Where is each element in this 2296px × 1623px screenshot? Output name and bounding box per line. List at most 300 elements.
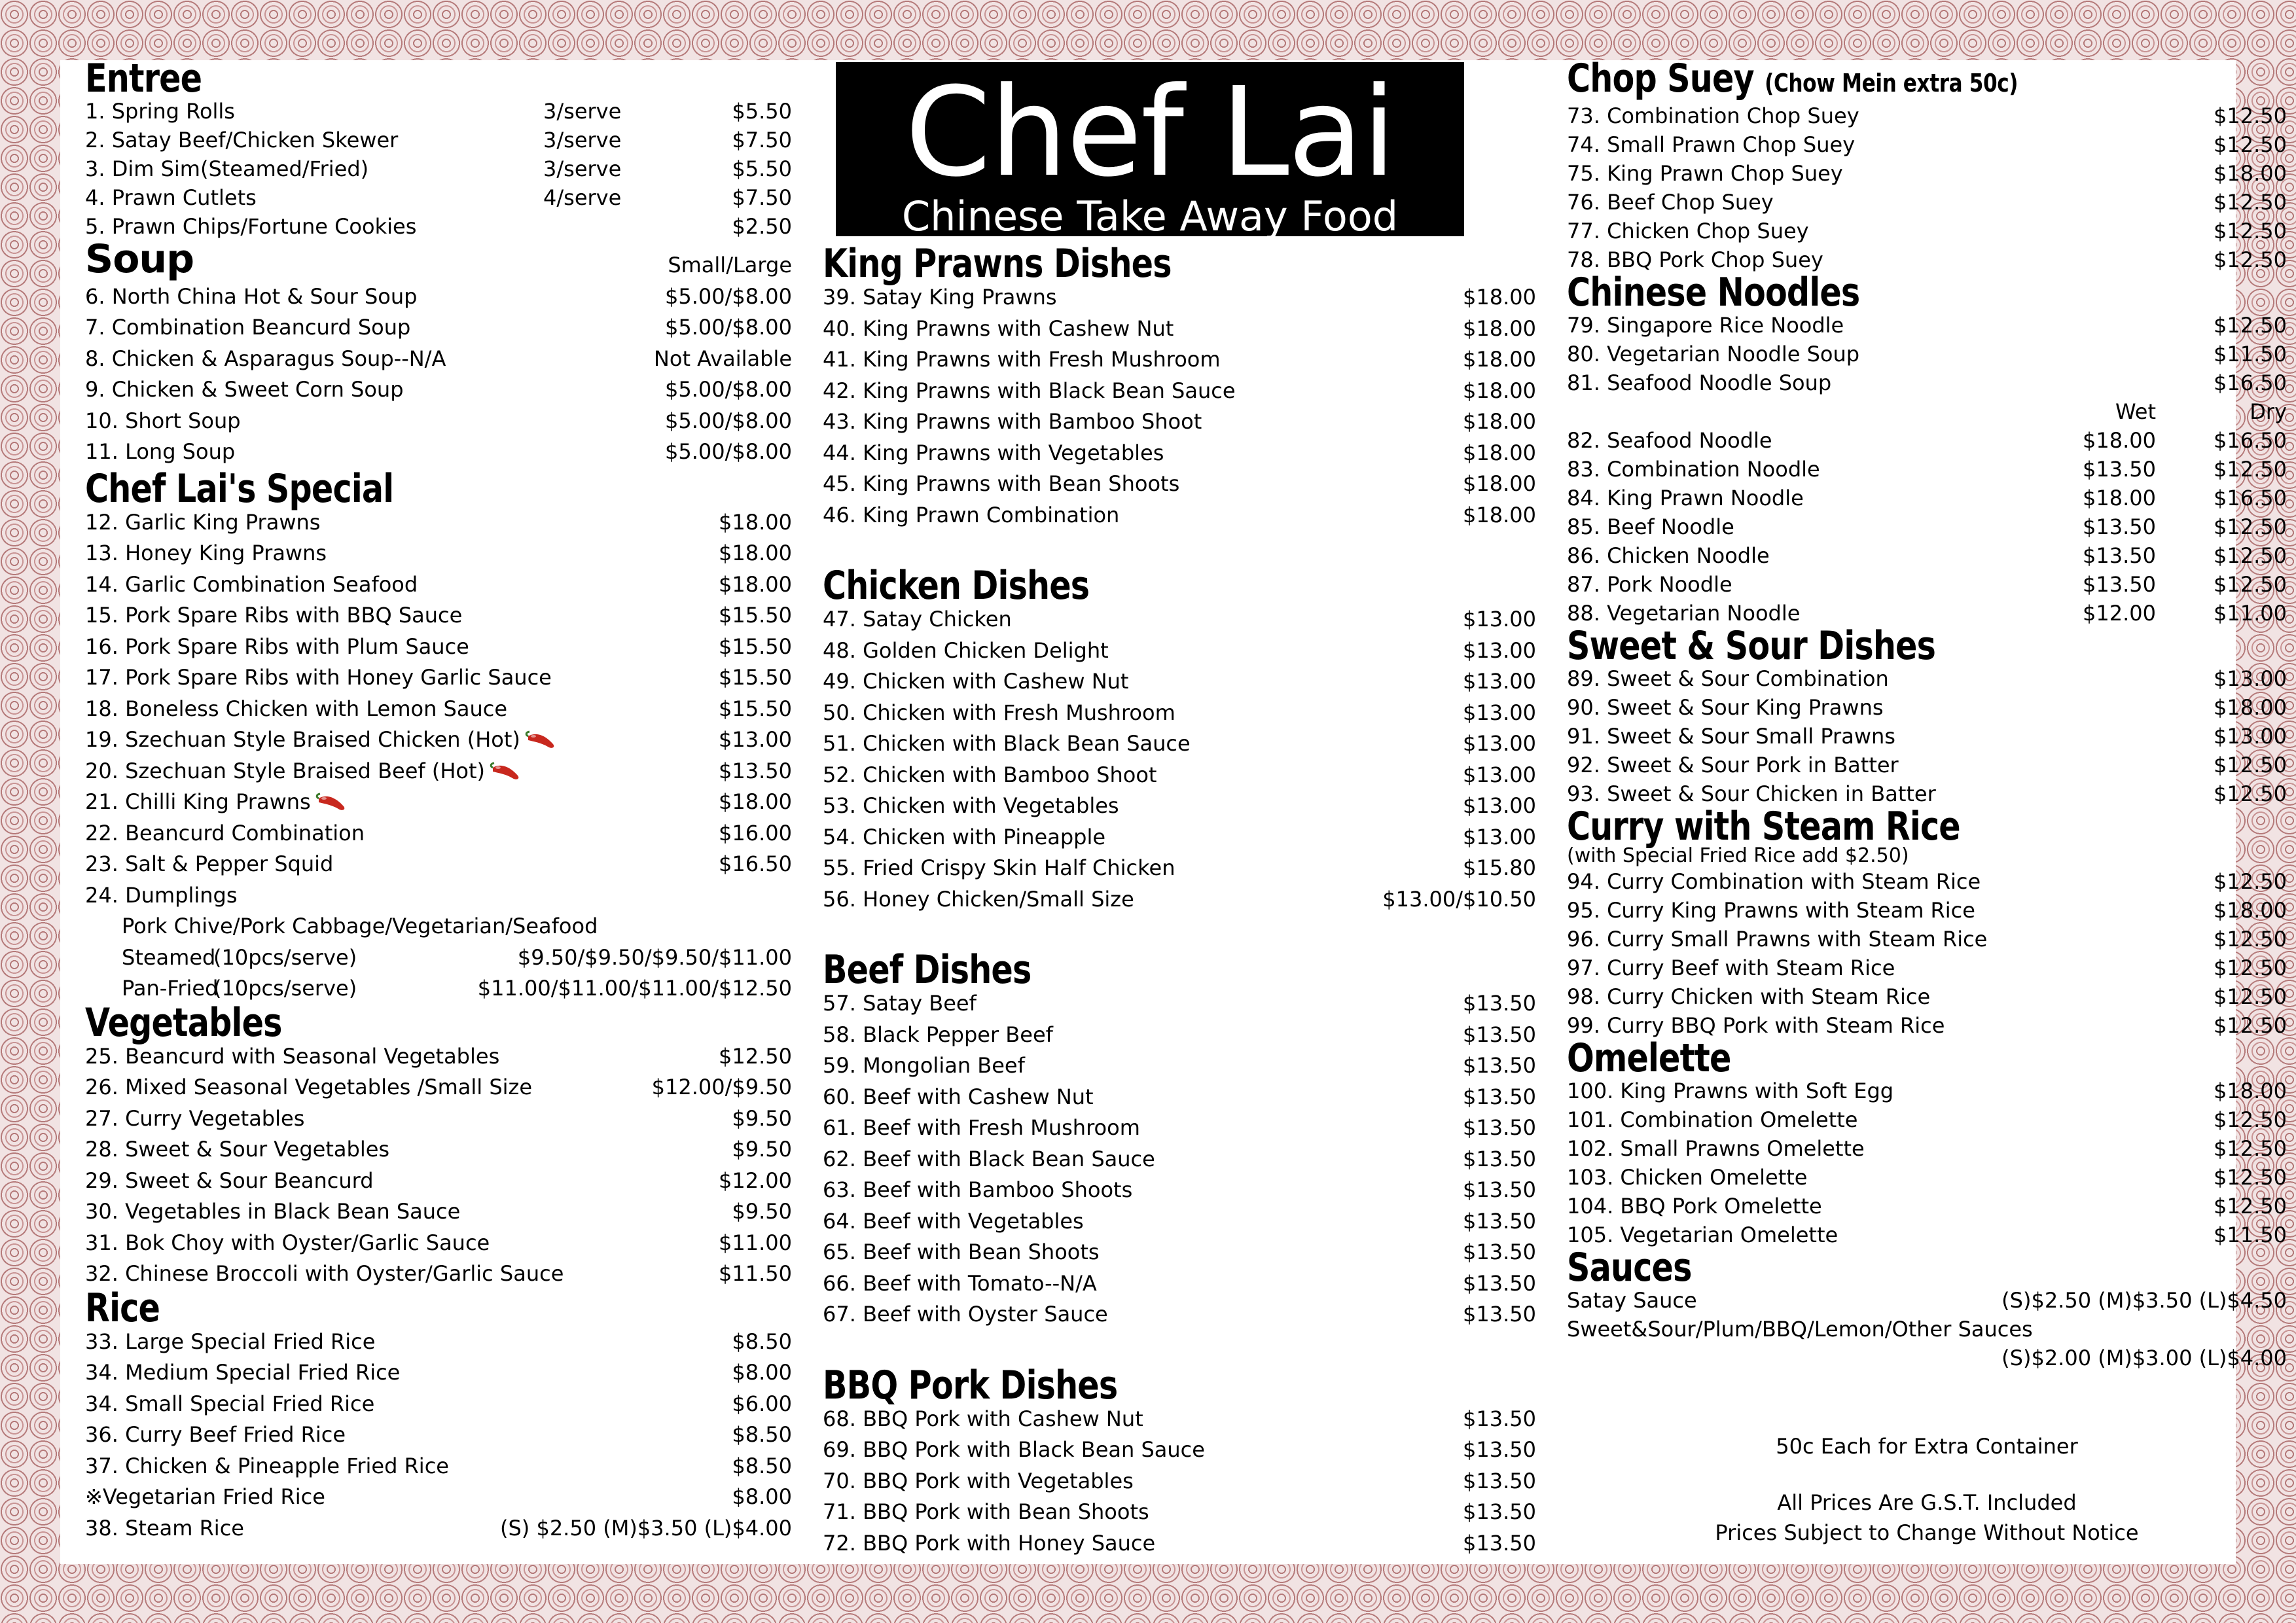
item-name: 53. Chicken with Vegetables (823, 793, 1119, 818)
menu-item (823, 853, 1536, 884)
menu-item (85, 507, 792, 539)
menu-item (823, 1206, 1536, 1238)
item-price: $13.50 (1463, 1530, 1536, 1556)
menu-item (85, 1482, 792, 1513)
item-price: $12.50 (2214, 219, 2287, 243)
item-name: 18. Boneless Chicken with Lemon Sauce (85, 696, 507, 721)
item-price: $13.50 (1463, 1437, 1536, 1462)
chop-suey-heading: Chop Suey (Chow Mein extra 50c) (1567, 56, 2018, 101)
item-name: 100. King Prawns with Soft Egg (1567, 1079, 1894, 1103)
item-name: 95. Curry King Prawns with Steam Rice (1567, 898, 1975, 923)
item-name: 1. Spring Rolls (85, 99, 235, 124)
menu-item (1567, 1163, 2287, 1192)
menu-item (823, 728, 1536, 760)
item-price: $13.50 (1463, 1084, 1536, 1109)
brand-tagline: Chinese Take Away Food (901, 192, 1399, 240)
menu-item (85, 1041, 792, 1073)
vegetables-list (85, 1041, 792, 1290)
item-price: $15.50 (719, 696, 792, 721)
item-name: 73. Combination Chop Suey (1567, 103, 1859, 128)
item-name: 66. Beef with Tomato--N/A (823, 1270, 1097, 1296)
item-name: 14. Garlic Combination Seafood (85, 571, 418, 597)
chop-suey-note: (Chow Mein extra 50c) (1765, 69, 2018, 98)
item-price: (S)$2.50 (M)$3.50 (L)$4.50 (2001, 1288, 2287, 1313)
item-price: $13.00 (1463, 669, 1536, 694)
item-price: $12.50 (2214, 781, 2287, 806)
item-name: 97. Curry Beef with Steam Rice (1567, 955, 1895, 980)
item-qty: 3/serve (543, 156, 622, 181)
menu-item (823, 282, 1536, 313)
item-price: $8.00 (732, 1484, 792, 1509)
item-name: 10. Short Soup (85, 408, 241, 433)
item-price: $13.00/$10.50 (1382, 886, 1536, 912)
omelette-list (1567, 1077, 2287, 1249)
menu-item (85, 1228, 792, 1259)
item-name: 50. Chicken with Fresh Mushroom (823, 700, 1175, 725)
item-price: $8.50 (732, 1329, 792, 1354)
dumpling-types: Pork Chive/Pork Cabbage/Vegetarian/Seafood (122, 914, 598, 938)
special-heading: Chef Lai's Special (85, 465, 394, 512)
menu-item (1567, 896, 2287, 925)
menu-item (823, 1299, 1536, 1330)
curry-note: (with Special Fried Rice add $2.50) (1567, 844, 1909, 867)
item-name: 45. King Prawns with Bean Shoots (823, 471, 1180, 496)
item-dry-price: $12.50 (2214, 514, 2287, 539)
item-name: 20. Szechuan Style Braised Beef (Hot) (85, 756, 719, 787)
soup-list (85, 281, 792, 468)
item-price: $13.50 (1463, 1146, 1536, 1171)
item-price: Not Available (653, 346, 792, 371)
menu-panel (60, 56, 2287, 1564)
item-name: 13. Honey King Prawns (85, 541, 327, 565)
menu-item (823, 1050, 1536, 1082)
item-price: $12.50 (2214, 190, 2287, 215)
item-name: 104. BBQ Pork Omelette (1567, 1194, 1822, 1219)
special-list (85, 507, 792, 912)
item-price: $18.00 (1463, 502, 1536, 527)
entree-list (85, 97, 792, 241)
item-name: 75. King Prawn Chop Suey (1567, 161, 1843, 186)
item-name: 5. Prawn Chips/Fortune Cookies (85, 214, 417, 239)
item-name: 17. Pork Spare Ribs with Honey Garlic Sauce (85, 665, 552, 690)
change-note: Prices Subject to Change Without Notice (1715, 1520, 2139, 1545)
item-price: $13.50 (1463, 1208, 1536, 1234)
item-name: 94. Curry Combination with Steam Rice (1567, 869, 1981, 894)
item-dry-price: $16.50 (2214, 428, 2287, 453)
menu-item (85, 1389, 792, 1420)
rice-heading: Rice (85, 1285, 160, 1331)
menu-item (1567, 867, 2287, 896)
item-name: ※Vegetarian Fried Rice (85, 1484, 325, 1509)
item-price: $9.50 (732, 1199, 792, 1224)
item-price: $18.00 (719, 571, 792, 597)
item-dry-price: $11.00 (2214, 601, 2287, 626)
menu-item (1567, 512, 2287, 541)
menu-item (85, 374, 792, 406)
item-price: $13.50 (1463, 1115, 1536, 1140)
menu-item (85, 756, 792, 787)
item-price: $16.00 (719, 820, 792, 846)
item-price: $16.50 (2214, 370, 2287, 395)
item-wet-price: $13.50 (2083, 457, 2156, 482)
item-price: $18.00 (2214, 898, 2287, 923)
menu-item (1567, 1105, 2287, 1134)
item-price: $13.50 (1463, 1022, 1536, 1047)
item-name: 40. King Prawns with Cashew Nut (823, 315, 1174, 341)
item-name: 6. North China Hot & Sour Soup (85, 283, 418, 309)
menu-item (85, 632, 792, 663)
menu-item (1567, 159, 2287, 188)
menu-item (823, 1435, 1536, 1466)
menu-item (85, 312, 792, 344)
item-wet-price: $18.00 (2083, 428, 2156, 453)
menu-item (823, 1113, 1536, 1144)
menu-item (85, 1451, 792, 1482)
item-name: 47. Satay Chicken (823, 607, 1012, 632)
item-name: 93. Sweet & Sour Chicken in Batter (1567, 781, 1936, 806)
item-price: $15.80 (1463, 855, 1536, 880)
chili-icon (315, 792, 351, 814)
menu-item (85, 787, 792, 818)
item-name: 2. Satay Beef/Chicken Skewer (85, 128, 399, 152)
menu-item (85, 849, 792, 880)
item-name: 91. Sweet & Sour Small Prawns (1567, 724, 1895, 749)
item-price: $18.00 (1463, 315, 1536, 341)
item-name: 8. Chicken & Asparagus Soup--N/A (85, 346, 446, 371)
item-price: $18.00 (2214, 1079, 2287, 1103)
menu-item (823, 604, 1536, 635)
item-price: $5.00/$8.00 (665, 377, 792, 402)
item-name: 19. Szechuan Style Braised Chicken (Hot) (85, 724, 719, 756)
right-column (1567, 56, 2287, 1548)
item-price: $16.50 (719, 851, 792, 876)
menu-item (1567, 455, 2287, 484)
item-price: $5.00/$8.00 (665, 408, 792, 433)
item-name: 87. Pork Noodle (1567, 572, 1732, 597)
item-name: 12. Garlic King Prawns (85, 509, 321, 535)
item-name: 83. Combination Noodle (1567, 457, 1820, 482)
king-prawns-heading: King Prawns Dishes (823, 241, 1172, 287)
item-name: 77. Chicken Chop Suey (1567, 219, 1809, 243)
sauces-list (1567, 1286, 2287, 1372)
item-price: $18.00 (1463, 471, 1536, 496)
item-name: 105. Vegetarian Omelette (1567, 1222, 1839, 1247)
dumpling-block (85, 911, 792, 1005)
item-price: $13.00 (1463, 700, 1536, 725)
menu-item (823, 822, 1536, 853)
menu-item (823, 1268, 1536, 1300)
item-wet-price: $13.50 (2083, 543, 2156, 568)
menu-item (85, 569, 792, 601)
item-price: $13.50 (1463, 1499, 1536, 1524)
item-price: $2.50 (732, 214, 792, 239)
menu-item (1567, 1315, 2287, 1344)
item-price: $18.00 (2214, 161, 2287, 186)
item-name: 30. Vegetables in Black Bean Sauce (85, 1199, 461, 1224)
chicken-heading: Chicken Dishes (823, 563, 1090, 609)
item-name: 81. Seafood Noodle Soup (1567, 370, 1832, 395)
item-name: 26. Mixed Seasonal Vegetables /Small Size (85, 1075, 532, 1099)
menu-item (823, 1497, 1536, 1528)
item-price: $15.50 (719, 603, 792, 628)
item-name: 67. Beef with Oyster Sauce (823, 1302, 1108, 1327)
menu-item (85, 880, 792, 912)
item-price: $13.00 (1463, 731, 1536, 756)
noodles-heading: Chinese Noodles (1567, 270, 1860, 315)
menu-item (85, 437, 792, 468)
curry-list (1567, 867, 2287, 1040)
item-price: $18.00 (2214, 695, 2287, 720)
menu-item (1567, 722, 2287, 751)
menu-item (823, 666, 1536, 698)
menu-item (823, 791, 1536, 822)
item-name: 68. BBQ Pork with Cashew Nut (823, 1406, 1143, 1431)
menu-item (85, 344, 792, 375)
item-price: $8.50 (732, 1422, 792, 1447)
menu-item (823, 376, 1536, 407)
menu-item (1567, 426, 2287, 455)
item-price: $9.50 (732, 1137, 792, 1162)
item-price: (S) $2.50 (M)$3.50 (L)$4.00 (500, 1515, 792, 1541)
item-price: $12.50 (2214, 984, 2287, 1009)
item-name: 102. Small Prawns Omelette (1567, 1136, 1865, 1161)
menu-item (85, 694, 792, 725)
item-name: 29. Sweet & Sour Beancurd (85, 1168, 374, 1193)
item-price: $13.50 (1463, 1270, 1536, 1296)
menu-item (823, 1020, 1536, 1051)
item-name: 15. Pork Spare Ribs with BBQ Sauce (85, 603, 463, 628)
item-price: $8.50 (732, 1453, 792, 1478)
soup-size-label: Small/Large (668, 253, 792, 277)
item-dry-price: $16.50 (2214, 486, 2287, 510)
item-name: 54. Chicken with Pineapple (823, 824, 1106, 849)
menu-item (85, 1357, 792, 1389)
item-price: $7.50 (732, 185, 792, 210)
menu-item (85, 600, 792, 632)
item-price: $5.00/$8.00 (665, 283, 792, 309)
item-price: $18.00 (1463, 409, 1536, 434)
item-name: 78. BBQ Pork Chop Suey (1567, 247, 1823, 272)
bbq-pork-list (823, 1404, 1536, 1560)
item-name: 59. Mongolian Beef (823, 1053, 1025, 1078)
wet-dry-header: Wet Dry (2115, 399, 2287, 424)
item-name: 90. Sweet & Sour King Prawns (1567, 695, 1884, 720)
menu-item (1567, 541, 2287, 570)
item-price: $7.50 (732, 128, 792, 152)
logo (836, 61, 1464, 240)
menu-item (823, 438, 1536, 469)
menu-item (1567, 693, 2287, 722)
entree-heading: Entree (85, 56, 202, 101)
item-name: 43. King Prawns with Bamboo Shoot (823, 409, 1202, 434)
item-price: $18.00 (719, 789, 792, 814)
dumpling-fried: Pan-Fried (10pcs/serve) $11.00/$11.00/$11.00/$12.50 (122, 976, 792, 1001)
item-price: $12.50 (2214, 955, 2287, 980)
menu-item (823, 1144, 1536, 1175)
item-name: 51. Chicken with Black Bean Sauce (823, 731, 1191, 756)
item-name: 79. Singapore Rice Noodle (1567, 313, 1844, 338)
menu-item (823, 1175, 1536, 1206)
menu-item (85, 724, 792, 756)
item-name: 56. Honey Chicken/Small Size (823, 886, 1134, 912)
menu-item (823, 469, 1536, 500)
king-prawns-list (823, 282, 1536, 531)
soup-header-row (85, 236, 792, 282)
gst-note: All Prices Are G.S.T. Included (1777, 1490, 2077, 1515)
item-name: 23. Salt & Pepper Squid (85, 851, 334, 876)
item-name: 64. Beef with Vegetables (823, 1208, 1084, 1234)
menu-item (1567, 340, 2287, 368)
vegetables-heading: Vegetables (85, 999, 282, 1046)
item-price: $13.00 (1463, 793, 1536, 818)
item-price: $5.00/$8.00 (665, 439, 792, 464)
item-price: $11.50 (2214, 342, 2287, 366)
menu-item (85, 1072, 792, 1103)
menu-item (823, 760, 1536, 791)
item-price: $13.50 (1463, 1053, 1536, 1078)
curry-heading: Curry with Steam Rice (1567, 804, 1960, 849)
omelette-heading: Omelette (1567, 1035, 1731, 1081)
menu-item (1567, 1192, 2287, 1221)
menu-item (823, 1237, 1536, 1268)
item-price: $13.50 (1463, 1177, 1536, 1202)
bbq-pork-heading: BBQ Pork Dishes (823, 1362, 1118, 1408)
item-name: 34. Small Special Fried Rice (85, 1391, 375, 1416)
chili-icon (489, 761, 526, 783)
item-name: 61. Beef with Fresh Mushroom (823, 1115, 1140, 1140)
item-name: 32. Chinese Broccoli with Oyster/Garlic Sauce (85, 1261, 564, 1286)
item-price: $12.50 (2214, 1194, 2287, 1219)
item-name: 9. Chicken & Sweet Corn Soup (85, 377, 404, 402)
item-price: $13.00 (2214, 666, 2287, 691)
item-qty: 3/serve (543, 128, 622, 152)
item-price: $9.50 (732, 1105, 792, 1131)
item-name: 74. Small Prawn Chop Suey (1567, 132, 1856, 157)
menu-item (823, 344, 1536, 376)
menu-item (1567, 217, 2287, 245)
menu-item (85, 1513, 792, 1544)
menu-item (85, 1327, 792, 1358)
item-name: 55. Fried Crispy Skin Half Chicken (823, 855, 1175, 880)
item-name: 72. BBQ Pork with Honey Sauce (823, 1530, 1156, 1556)
dumpling-steamed: Steamed (10pcs/serve) $9.50/$9.50/$9.50/$11.00 (122, 944, 792, 970)
item-price: $13.50 (1463, 1406, 1536, 1431)
item-price: $11.50 (719, 1261, 792, 1286)
menu-item (823, 406, 1536, 438)
item-name: 60. Beef with Cashew Nut (823, 1084, 1094, 1109)
item-name: 37. Chicken & Pineapple Fried Rice (85, 1453, 449, 1478)
item-name: 103. Chicken Omelette (1567, 1165, 1808, 1190)
item-name: 28. Sweet & Sour Vegetables (85, 1137, 390, 1162)
item-name: 89. Sweet & Sour Combination (1567, 666, 1889, 691)
item-price: $6.00 (732, 1391, 792, 1416)
menu-item (85, 406, 792, 437)
item-price: $12.00/$9.50 (651, 1075, 792, 1099)
item-qty: 3/serve (543, 99, 622, 124)
item-name: 4. Prawn Cutlets (85, 185, 257, 210)
item-price: $13.00 (1463, 762, 1536, 787)
menu-item (85, 1196, 792, 1228)
item-name: 76. Beef Chop Suey (1567, 190, 1774, 215)
item-wet-price: $13.50 (2083, 514, 2156, 539)
item-name: 85. Beef Noodle (1567, 514, 1734, 539)
item-name: Satay Sauce (1567, 1288, 1697, 1313)
brand-name: Chef Lai (905, 61, 1395, 204)
item-name: 16. Pork Spare Ribs with Plum Sauce (85, 633, 469, 659)
item-name: 33. Large Special Fried Rice (85, 1329, 376, 1354)
menu-item (85, 818, 792, 849)
item-price: $13.00 (1463, 637, 1536, 663)
item-name: 65. Beef with Bean Shoots (823, 1240, 1100, 1264)
item-price: $12.50 (2214, 132, 2287, 157)
menu-item (1567, 130, 2287, 159)
item-name: 38. Steam Rice (85, 1515, 244, 1541)
item-price: $5.50 (732, 99, 792, 124)
item-name: 57. Satay Beef (823, 991, 977, 1016)
menu-item (85, 1419, 792, 1451)
item-price: $13.00 (1463, 607, 1536, 632)
menu-item (1567, 101, 2287, 130)
item-price: $12.50 (2214, 103, 2287, 128)
item-name: 71. BBQ Pork with Bean Shoots (823, 1499, 1149, 1524)
menu-item (823, 1082, 1536, 1113)
item-price: $13.50 (1463, 1240, 1536, 1264)
item-name: 86. Chicken Noodle (1567, 543, 1770, 568)
item-name: 58. Black Pepper Beef (823, 1022, 1053, 1047)
item-name: 7. Combination Beancurd Soup (85, 315, 411, 340)
item-price: $13.00 (2214, 724, 2287, 749)
item-price: $18.00 (1463, 378, 1536, 403)
item-price: $12.50 (2214, 313, 2287, 338)
item-name: 11. Long Soup (85, 439, 236, 464)
item-name: 31. Bok Choy with Oyster/Garlic Sauce (85, 1230, 490, 1255)
item-name: 48. Golden Chicken Delight (823, 637, 1109, 663)
menu-item (823, 313, 1536, 345)
item-price: $18.00 (1463, 285, 1536, 310)
noodles-list (1567, 311, 2287, 397)
menu-item (85, 1103, 792, 1135)
menu-item (1567, 188, 2287, 217)
sauces-heading: Sauces (1567, 1245, 1692, 1291)
beef-heading: Beef Dishes (823, 947, 1031, 993)
middle-column (823, 60, 1536, 1559)
item-price: $5.50 (732, 156, 792, 181)
item-name: 88. Vegetarian Noodle (1567, 601, 1801, 626)
menu-item (1567, 484, 2287, 512)
menu-item (85, 183, 792, 212)
item-price: $18.00 (1463, 440, 1536, 465)
menu-item (823, 698, 1536, 729)
item-name: 70. BBQ Pork with Vegetables (823, 1468, 1134, 1493)
item-name: 101. Combination Omelette (1567, 1107, 1858, 1132)
item-price: $18.00 (1463, 347, 1536, 372)
item-name: 62. Beef with Black Bean Sauce (823, 1146, 1155, 1171)
item-price: $12.50 (2214, 869, 2287, 894)
chop-suey-list (1567, 101, 2287, 274)
item-dry-price: $12.50 (2214, 457, 2287, 482)
menu-item (85, 1134, 792, 1166)
item-price: $13.00 (1463, 824, 1536, 849)
item-name: 98. Curry Chicken with Steam Rice (1567, 984, 1931, 1009)
menu-item (823, 988, 1536, 1020)
item-name: 27. Curry Vegetables (85, 1105, 305, 1131)
menu-item (1567, 982, 2287, 1011)
beef-list (823, 988, 1536, 1330)
item-dry-price: $12.50 (2214, 572, 2287, 597)
item-price: $12.50 (2214, 1136, 2287, 1161)
item-name: 80. Vegetarian Noodle Soup (1567, 342, 1860, 366)
item-price: $11.50 (2214, 1222, 2287, 1247)
